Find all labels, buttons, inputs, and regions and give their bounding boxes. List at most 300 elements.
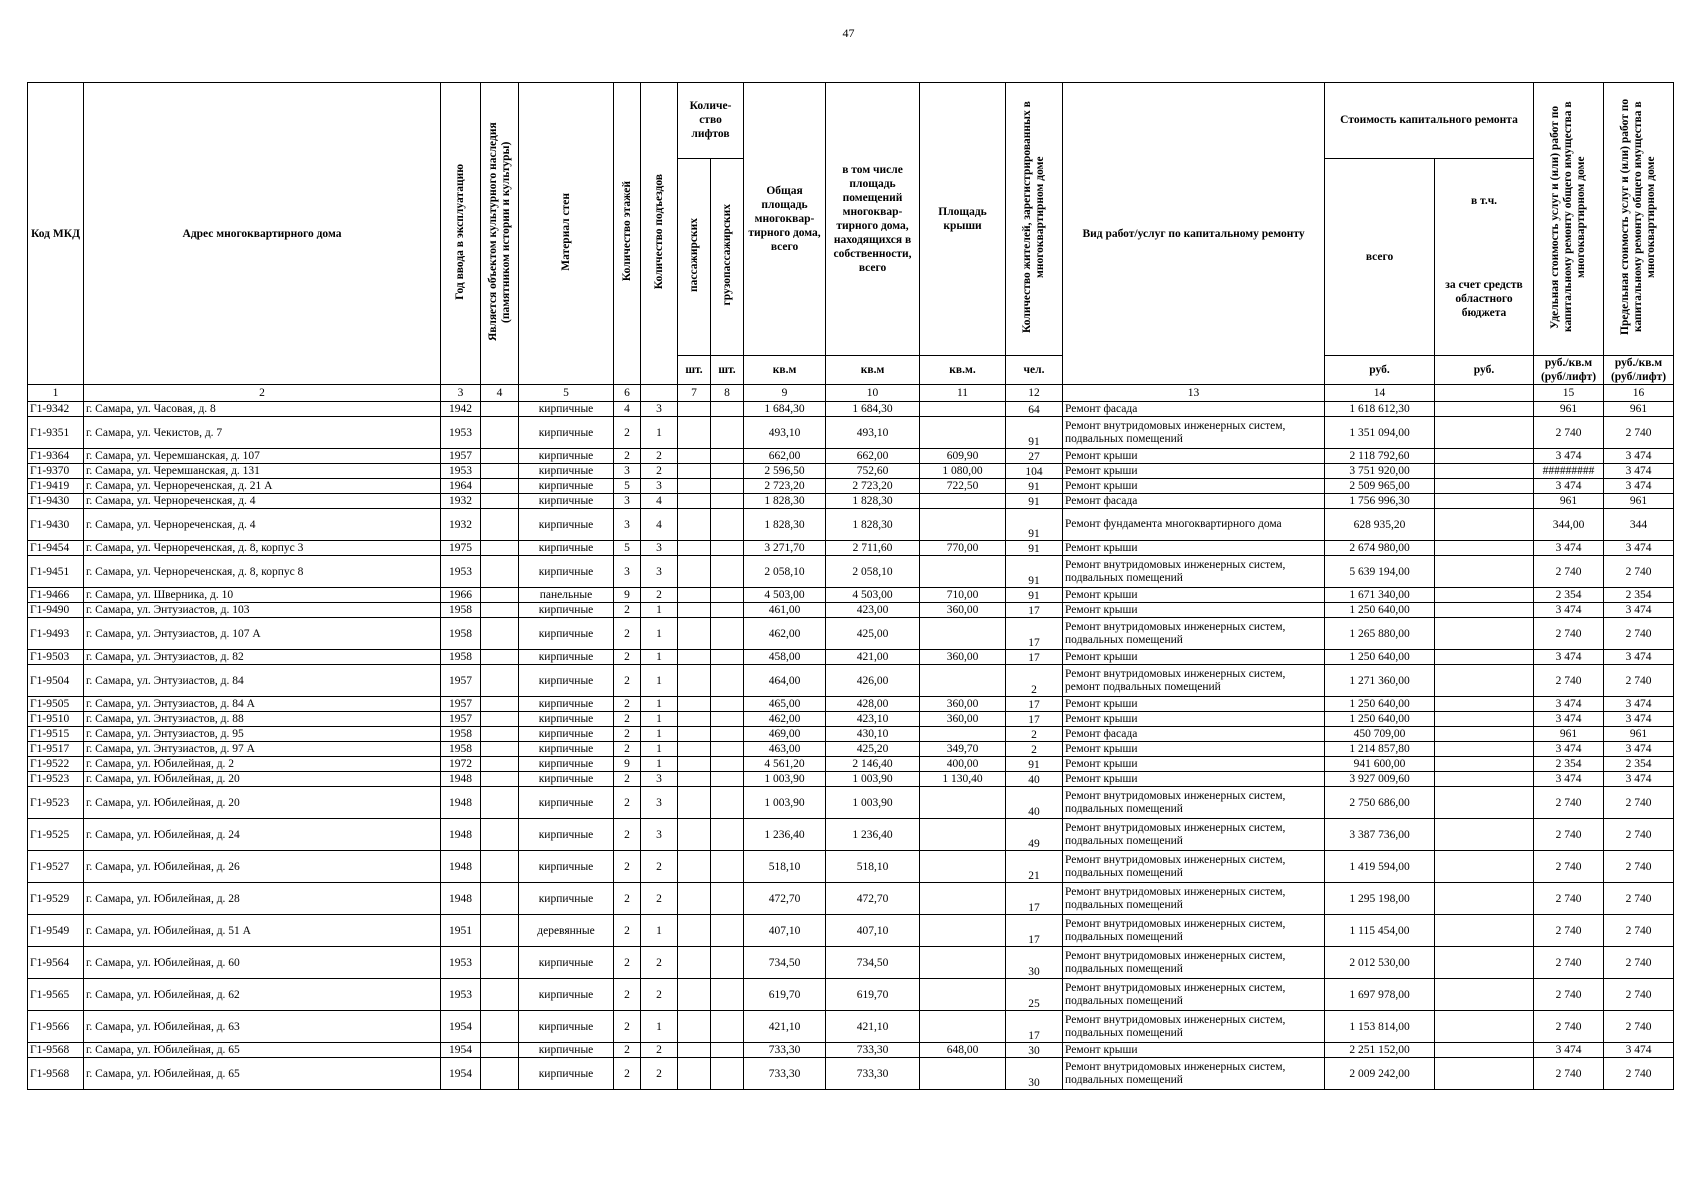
row-address: г. Самара, ул. Юбилейная, д. 60 bbox=[84, 947, 441, 979]
row-roof-area bbox=[920, 915, 1006, 947]
row-owned-area: 2 058,10 bbox=[826, 556, 920, 588]
row-limit-cost: 2 740 bbox=[1604, 883, 1674, 915]
row-walls: кирпичные bbox=[519, 697, 614, 712]
row-roof-area: 360,00 bbox=[920, 603, 1006, 618]
row-roof-area bbox=[920, 851, 1006, 883]
row-entrances: 3 bbox=[641, 541, 678, 556]
row-cost-total: 1 351 094,00 bbox=[1325, 417, 1435, 449]
row-walls: кирпичные bbox=[519, 712, 614, 727]
row-cost-total: 1 271 360,00 bbox=[1325, 665, 1435, 697]
unit-pcs: шт. bbox=[711, 356, 744, 385]
row-heritage bbox=[481, 402, 519, 417]
row-limit-cost: 3 474 bbox=[1604, 603, 1674, 618]
table-row bbox=[28, 541, 1674, 556]
row-lifts-pass bbox=[678, 665, 711, 697]
row-lifts-pass bbox=[678, 402, 711, 417]
row-walls: кирпичные bbox=[519, 556, 614, 588]
row-owned-area: 472,70 bbox=[826, 883, 920, 915]
row-walls: кирпичные bbox=[519, 1058, 614, 1090]
row-roof-area bbox=[920, 618, 1006, 650]
row-walls: кирпичные bbox=[519, 851, 614, 883]
row-entrances: 1 bbox=[641, 665, 678, 697]
row-entrances: 3 bbox=[641, 787, 678, 819]
row-total-area: 4 561,20 bbox=[744, 757, 826, 772]
row-lifts-cargo bbox=[711, 697, 744, 712]
row-limit-cost: 2 740 bbox=[1604, 556, 1674, 588]
row-unit-cost: 961 bbox=[1534, 402, 1604, 417]
row-address: г. Самара, ул. Юбилейная, д. 26 bbox=[84, 851, 441, 883]
row-heritage bbox=[481, 588, 519, 603]
row-owned-area: 425,00 bbox=[826, 618, 920, 650]
row-roof-area bbox=[920, 665, 1006, 697]
col-number bbox=[1435, 385, 1534, 402]
table-row bbox=[28, 1043, 1674, 1058]
row-residents: 91 bbox=[1006, 417, 1063, 449]
row-floors: 2 bbox=[614, 742, 641, 757]
row-limit-cost: 344 bbox=[1604, 509, 1674, 541]
row-heritage bbox=[481, 979, 519, 1011]
table-row bbox=[28, 556, 1674, 588]
row-cost-total: 1 153 814,00 bbox=[1325, 1011, 1435, 1043]
row-work-type: Ремонт внутридомовых инженерных систем, подвальных помещений bbox=[1063, 556, 1325, 588]
row-residents: 91 bbox=[1006, 541, 1063, 556]
table-row bbox=[28, 1011, 1674, 1043]
row-regional-budget bbox=[1435, 494, 1534, 509]
row-unit-cost: 2 740 bbox=[1534, 979, 1604, 1011]
row-lifts-pass bbox=[678, 1011, 711, 1043]
row-lifts-cargo bbox=[711, 417, 744, 449]
row-entrances: 2 bbox=[641, 1043, 678, 1058]
row-owned-area: 1 003,90 bbox=[826, 772, 920, 787]
row-heritage bbox=[481, 915, 519, 947]
row-lifts-cargo bbox=[711, 588, 744, 603]
row-work-type: Ремонт внутридомовых инженерных систем, подвальных помещений bbox=[1063, 883, 1325, 915]
row-owned-area: 1 684,30 bbox=[826, 402, 920, 417]
row-lifts-pass bbox=[678, 650, 711, 665]
row-lifts-cargo bbox=[711, 618, 744, 650]
row-residents: 30 bbox=[1006, 1058, 1063, 1090]
row-floors: 2 bbox=[614, 697, 641, 712]
row-regional-budget bbox=[1435, 479, 1534, 494]
row-regional-budget bbox=[1435, 979, 1534, 1011]
row-address: г. Самара, ул. Часовая, д. 8 bbox=[84, 402, 441, 417]
row-regional-budget bbox=[1435, 947, 1534, 979]
row-cost-total: 1 250 640,00 bbox=[1325, 603, 1435, 618]
row-regional-budget bbox=[1435, 819, 1534, 851]
row-roof-area bbox=[920, 556, 1006, 588]
row-residents: 17 bbox=[1006, 883, 1063, 915]
row-roof-area: 360,00 bbox=[920, 697, 1006, 712]
row-address: г. Самара, ул. Черемшанская, д. 131 bbox=[84, 464, 441, 479]
row-roof-area: 722,50 bbox=[920, 479, 1006, 494]
col-number: 13 bbox=[1063, 385, 1325, 402]
row-roof-area bbox=[920, 727, 1006, 742]
row-total-area: 2 058,10 bbox=[744, 556, 826, 588]
row-lifts-pass bbox=[678, 772, 711, 787]
row-owned-area: 2 146,40 bbox=[826, 757, 920, 772]
row-unit-cost: 3 474 bbox=[1534, 449, 1604, 464]
unit-sqm: кв.м bbox=[744, 356, 826, 385]
row-entrances: 1 bbox=[641, 603, 678, 618]
unit-people: чел. bbox=[1006, 356, 1063, 385]
row-unit-cost: 2 740 bbox=[1534, 787, 1604, 819]
row-lifts-pass bbox=[678, 947, 711, 979]
row-heritage bbox=[481, 727, 519, 742]
row-heritage bbox=[481, 509, 519, 541]
row-address: г. Самара, ул. Чернореченская, д. 4 bbox=[84, 494, 441, 509]
row-total-area: 461,00 bbox=[744, 603, 826, 618]
table-row bbox=[28, 1058, 1674, 1090]
row-address: г. Самара, ул. Энтузиастов, д. 103 bbox=[84, 603, 441, 618]
row-floors: 5 bbox=[614, 541, 641, 556]
row-floors: 2 bbox=[614, 449, 641, 464]
row-total-area: 1 828,30 bbox=[744, 494, 826, 509]
row-lifts-cargo bbox=[711, 712, 744, 727]
row-unit-cost: 2 740 bbox=[1534, 1058, 1604, 1090]
table-row bbox=[28, 665, 1674, 697]
table-row bbox=[28, 787, 1674, 819]
row-work-type: Ремонт крыши bbox=[1063, 697, 1325, 712]
row-cost-total: 1 265 880,00 bbox=[1325, 618, 1435, 650]
row-residents: 91 bbox=[1006, 509, 1063, 541]
row-walls: кирпичные bbox=[519, 883, 614, 915]
row-address: г. Самара, ул. Чекистов, д. 7 bbox=[84, 417, 441, 449]
row-roof-area: 400,00 bbox=[920, 757, 1006, 772]
header-lifts: Количе-ство лифтов bbox=[678, 83, 744, 159]
row-cost-total: 3 387 736,00 bbox=[1325, 819, 1435, 851]
row-owned-area: 421,10 bbox=[826, 1011, 920, 1043]
row-regional-budget bbox=[1435, 712, 1534, 727]
row-owned-area: 426,00 bbox=[826, 665, 920, 697]
row-residents: 91 bbox=[1006, 494, 1063, 509]
row-year: 1948 bbox=[441, 851, 481, 883]
row-residents: 104 bbox=[1006, 464, 1063, 479]
row-work-type: Ремонт внутридомовых инженерных систем, подвальных помещений bbox=[1063, 618, 1325, 650]
row-regional-budget bbox=[1435, 727, 1534, 742]
header-budget-label: за счет средств областного бюджета bbox=[1445, 278, 1523, 319]
header-unit-cost: Удельная стоимость услуг и (или) работ по капитальному ремонту общего имущества в многоквартирном доме bbox=[1534, 83, 1604, 356]
row-entrances: 1 bbox=[641, 712, 678, 727]
row-floors: 2 bbox=[614, 772, 641, 787]
col-number: 12 bbox=[1006, 385, 1063, 402]
row-walls: кирпичные bbox=[519, 541, 614, 556]
row-work-type: Ремонт внутридомовых инженерных систем, подвальных помещений bbox=[1063, 417, 1325, 449]
col-number: 15 bbox=[1534, 385, 1604, 402]
row-work-type: Ремонт крыши bbox=[1063, 757, 1325, 772]
row-total-area: 662,00 bbox=[744, 449, 826, 464]
row-limit-cost: 2 354 bbox=[1604, 588, 1674, 603]
row-lifts-pass bbox=[678, 915, 711, 947]
row-heritage bbox=[481, 757, 519, 772]
unit-sqm: кв.м. bbox=[920, 356, 1006, 385]
row-year: 1932 bbox=[441, 509, 481, 541]
row-work-type: Ремонт крыши bbox=[1063, 479, 1325, 494]
header-cost-group: Стоимость капитального ремонта bbox=[1325, 83, 1534, 159]
row-code: Г1-9370 bbox=[28, 464, 84, 479]
row-limit-cost: 2 740 bbox=[1604, 787, 1674, 819]
row-roof-area: 609,90 bbox=[920, 449, 1006, 464]
row-roof-area: 360,00 bbox=[920, 712, 1006, 727]
row-roof-area: 648,00 bbox=[920, 1043, 1006, 1058]
row-walls: кирпичные bbox=[519, 979, 614, 1011]
row-walls: кирпичные bbox=[519, 1043, 614, 1058]
col-number: 10 bbox=[826, 385, 920, 402]
table-row bbox=[28, 479, 1674, 494]
row-year: 1966 bbox=[441, 588, 481, 603]
row-address: г. Самара, ул. Юбилейная, д. 63 bbox=[84, 1011, 441, 1043]
row-walls: кирпичные bbox=[519, 494, 614, 509]
row-lifts-pass bbox=[678, 712, 711, 727]
row-residents: 40 bbox=[1006, 772, 1063, 787]
unit-pcs: шт. bbox=[678, 356, 711, 385]
row-unit-cost: 2 740 bbox=[1534, 556, 1604, 588]
row-total-area: 462,00 bbox=[744, 618, 826, 650]
row-entrances: 1 bbox=[641, 417, 678, 449]
row-entrances: 1 bbox=[641, 742, 678, 757]
row-owned-area: 1 828,30 bbox=[826, 509, 920, 541]
row-owned-area: 1 236,40 bbox=[826, 819, 920, 851]
row-floors: 2 bbox=[614, 1058, 641, 1090]
col-number: 16 bbox=[1604, 385, 1674, 402]
row-heritage bbox=[481, 464, 519, 479]
row-work-type: Ремонт крыши bbox=[1063, 742, 1325, 757]
row-code: Г1-9466 bbox=[28, 588, 84, 603]
row-floors: 2 bbox=[614, 417, 641, 449]
header-floors: Количество этажей bbox=[614, 83, 641, 385]
row-limit-cost: 2 740 bbox=[1604, 1058, 1674, 1090]
row-residents: 91 bbox=[1006, 479, 1063, 494]
row-residents: 40 bbox=[1006, 787, 1063, 819]
row-regional-budget bbox=[1435, 588, 1534, 603]
row-floors: 2 bbox=[614, 915, 641, 947]
row-cost-total: 450 709,00 bbox=[1325, 727, 1435, 742]
row-work-type: Ремонт крыши bbox=[1063, 1043, 1325, 1058]
row-entrances: 4 bbox=[641, 509, 678, 541]
row-year: 1954 bbox=[441, 1043, 481, 1058]
row-year: 1957 bbox=[441, 712, 481, 727]
row-unit-cost: 2 354 bbox=[1534, 757, 1604, 772]
row-total-area: 733,30 bbox=[744, 1043, 826, 1058]
row-year: 1958 bbox=[441, 742, 481, 757]
row-residents: 64 bbox=[1006, 402, 1063, 417]
row-entrances: 1 bbox=[641, 1011, 678, 1043]
row-year: 1953 bbox=[441, 464, 481, 479]
row-walls: кирпичные bbox=[519, 417, 614, 449]
row-regional-budget bbox=[1435, 742, 1534, 757]
row-unit-cost: 344,00 bbox=[1534, 509, 1604, 541]
row-cost-total: 2 509 965,00 bbox=[1325, 479, 1435, 494]
row-entrances: 2 bbox=[641, 464, 678, 479]
row-walls: кирпичные bbox=[519, 509, 614, 541]
row-residents: 2 bbox=[1006, 665, 1063, 697]
row-lifts-cargo bbox=[711, 494, 744, 509]
row-code: Г1-9564 bbox=[28, 947, 84, 979]
row-walls: кирпичные bbox=[519, 757, 614, 772]
row-entrances: 2 bbox=[641, 1058, 678, 1090]
row-cost-total: 1 671 340,00 bbox=[1325, 588, 1435, 603]
row-unit-cost: 3 474 bbox=[1534, 650, 1604, 665]
row-total-area: 421,10 bbox=[744, 1011, 826, 1043]
row-residents: 17 bbox=[1006, 1011, 1063, 1043]
row-total-area: 458,00 bbox=[744, 650, 826, 665]
row-residents: 17 bbox=[1006, 650, 1063, 665]
row-lifts-cargo bbox=[711, 742, 744, 757]
row-lifts-pass bbox=[678, 541, 711, 556]
row-lifts-pass bbox=[678, 1058, 711, 1090]
row-work-type: Ремонт внутридомовых инженерных систем, подвальных помещений bbox=[1063, 1058, 1325, 1090]
row-floors: 2 bbox=[614, 819, 641, 851]
row-work-type: Ремонт внутридомовых инженерных систем, ремонт подвальных помещений bbox=[1063, 665, 1325, 697]
table-row bbox=[28, 509, 1674, 541]
table-body bbox=[28, 402, 1674, 1090]
row-year: 1957 bbox=[441, 449, 481, 464]
row-lifts-cargo bbox=[711, 979, 744, 1011]
row-lifts-pass bbox=[678, 556, 711, 588]
row-heritage bbox=[481, 772, 519, 787]
row-limit-cost: 961 bbox=[1604, 402, 1674, 417]
col-number: 11 bbox=[920, 385, 1006, 402]
row-owned-area: 407,10 bbox=[826, 915, 920, 947]
row-unit-cost: 2 354 bbox=[1534, 588, 1604, 603]
row-work-type: Ремонт внутридомовых инженерных систем, подвальных помещений bbox=[1063, 947, 1325, 979]
row-roof-area bbox=[920, 787, 1006, 819]
row-heritage bbox=[481, 1058, 519, 1090]
row-owned-area: 1 003,90 bbox=[826, 787, 920, 819]
row-lifts-cargo bbox=[711, 772, 744, 787]
row-limit-cost: 3 474 bbox=[1604, 772, 1674, 787]
row-floors: 3 bbox=[614, 494, 641, 509]
table-row bbox=[28, 402, 1674, 417]
row-roof-area bbox=[920, 979, 1006, 1011]
row-regional-budget bbox=[1435, 556, 1534, 588]
header-incl: в т.ч. bbox=[1470, 194, 1498, 207]
row-total-area: 469,00 bbox=[744, 727, 826, 742]
row-regional-budget bbox=[1435, 883, 1534, 915]
row-address: г. Самара, ул. Юбилейная, д. 65 bbox=[84, 1043, 441, 1058]
page-number: 47 bbox=[842, 26, 855, 40]
row-code: Г1-9351 bbox=[28, 417, 84, 449]
table-row bbox=[28, 650, 1674, 665]
row-walls: кирпичные bbox=[519, 650, 614, 665]
row-lifts-cargo bbox=[711, 464, 744, 479]
table-row bbox=[28, 417, 1674, 449]
row-code: Г1-9565 bbox=[28, 979, 84, 1011]
table-row bbox=[28, 883, 1674, 915]
table-row bbox=[28, 851, 1674, 883]
row-limit-cost: 3 474 bbox=[1604, 541, 1674, 556]
row-code: Г1-9523 bbox=[28, 787, 84, 819]
row-year: 1957 bbox=[441, 697, 481, 712]
row-walls: кирпичные bbox=[519, 603, 614, 618]
row-limit-cost: 2 354 bbox=[1604, 757, 1674, 772]
row-roof-area bbox=[920, 947, 1006, 979]
row-total-area: 2 723,20 bbox=[744, 479, 826, 494]
row-code: Г1-9342 bbox=[28, 402, 84, 417]
row-code: Г1-9529 bbox=[28, 883, 84, 915]
row-unit-cost: 3 474 bbox=[1534, 712, 1604, 727]
header-work-type: Вид работ/услуг по капитальному ремонту bbox=[1063, 83, 1325, 385]
row-total-area: 407,10 bbox=[744, 915, 826, 947]
row-total-area: 463,00 bbox=[744, 742, 826, 757]
row-residents: 21 bbox=[1006, 851, 1063, 883]
row-limit-cost: 3 474 bbox=[1604, 697, 1674, 712]
row-lifts-cargo bbox=[711, 819, 744, 851]
row-owned-area: 619,70 bbox=[826, 979, 920, 1011]
row-residents: 2 bbox=[1006, 742, 1063, 757]
row-regional-budget bbox=[1435, 402, 1534, 417]
row-unit-cost: 2 740 bbox=[1534, 1011, 1604, 1043]
row-entrances: 3 bbox=[641, 479, 678, 494]
row-limit-cost: 2 740 bbox=[1604, 819, 1674, 851]
col-number bbox=[641, 385, 678, 402]
row-cost-total: 1 250 640,00 bbox=[1325, 650, 1435, 665]
row-code: Г1-9419 bbox=[28, 479, 84, 494]
row-roof-area bbox=[920, 883, 1006, 915]
row-residents: 91 bbox=[1006, 556, 1063, 588]
row-residents: 17 bbox=[1006, 697, 1063, 712]
row-walls: кирпичные bbox=[519, 665, 614, 697]
row-address: г. Самара, ул. Энтузиастов, д. 95 bbox=[84, 727, 441, 742]
row-heritage bbox=[481, 665, 519, 697]
header-address: Адрес многоквартирного дома bbox=[84, 83, 441, 385]
row-walls: кирпичные bbox=[519, 402, 614, 417]
row-roof-area bbox=[920, 417, 1006, 449]
row-owned-area: 423,00 bbox=[826, 603, 920, 618]
row-total-area: 462,00 bbox=[744, 712, 826, 727]
row-lifts-cargo bbox=[711, 915, 744, 947]
row-lifts-cargo bbox=[711, 556, 744, 588]
row-entrances: 1 bbox=[641, 915, 678, 947]
row-lifts-pass bbox=[678, 588, 711, 603]
row-cost-total: 1 756 996,30 bbox=[1325, 494, 1435, 509]
row-limit-cost: 3 474 bbox=[1604, 449, 1674, 464]
row-address: г. Самара, ул. Юбилейная, д. 2 bbox=[84, 757, 441, 772]
row-regional-budget bbox=[1435, 1011, 1534, 1043]
row-work-type: Ремонт внутридомовых инженерных систем, подвальных помещений bbox=[1063, 979, 1325, 1011]
row-work-type: Ремонт внутридомовых инженерных систем, подвальных помещений bbox=[1063, 819, 1325, 851]
row-lifts-pass bbox=[678, 883, 711, 915]
row-total-area: 493,10 bbox=[744, 417, 826, 449]
header-residents: Количество жителей, зарегистрированных в многоквартирном доме bbox=[1006, 83, 1063, 356]
row-address: г. Самара, ул. Шверника, д. 10 bbox=[84, 588, 441, 603]
row-entrances: 1 bbox=[641, 757, 678, 772]
row-floors: 2 bbox=[614, 1011, 641, 1043]
row-year: 1953 bbox=[441, 947, 481, 979]
row-owned-area: 733,30 bbox=[826, 1043, 920, 1058]
row-cost-total: 1 250 640,00 bbox=[1325, 712, 1435, 727]
row-lifts-pass bbox=[678, 697, 711, 712]
row-lifts-pass bbox=[678, 757, 711, 772]
row-code: Г1-9490 bbox=[28, 603, 84, 618]
row-total-area: 1 003,90 bbox=[744, 787, 826, 819]
unit-rub: руб. bbox=[1435, 356, 1534, 385]
row-roof-area bbox=[920, 1011, 1006, 1043]
row-heritage bbox=[481, 1043, 519, 1058]
col-number: 14 bbox=[1325, 385, 1435, 402]
row-total-area: 518,10 bbox=[744, 851, 826, 883]
row-lifts-pass bbox=[678, 509, 711, 541]
row-work-type: Ремонт фасада bbox=[1063, 494, 1325, 509]
row-unit-cost: 3 474 bbox=[1534, 479, 1604, 494]
table-row bbox=[28, 819, 1674, 851]
row-unit-cost: 3 474 bbox=[1534, 772, 1604, 787]
column-numbers-row bbox=[28, 385, 1674, 402]
row-address: г. Самара, ул. Юбилейная, д. 51 А bbox=[84, 915, 441, 947]
row-roof-area: 770,00 bbox=[920, 541, 1006, 556]
table-row bbox=[28, 757, 1674, 772]
row-address: г. Самара, ул. Энтузиастов, д. 88 bbox=[84, 712, 441, 727]
row-heritage bbox=[481, 479, 519, 494]
